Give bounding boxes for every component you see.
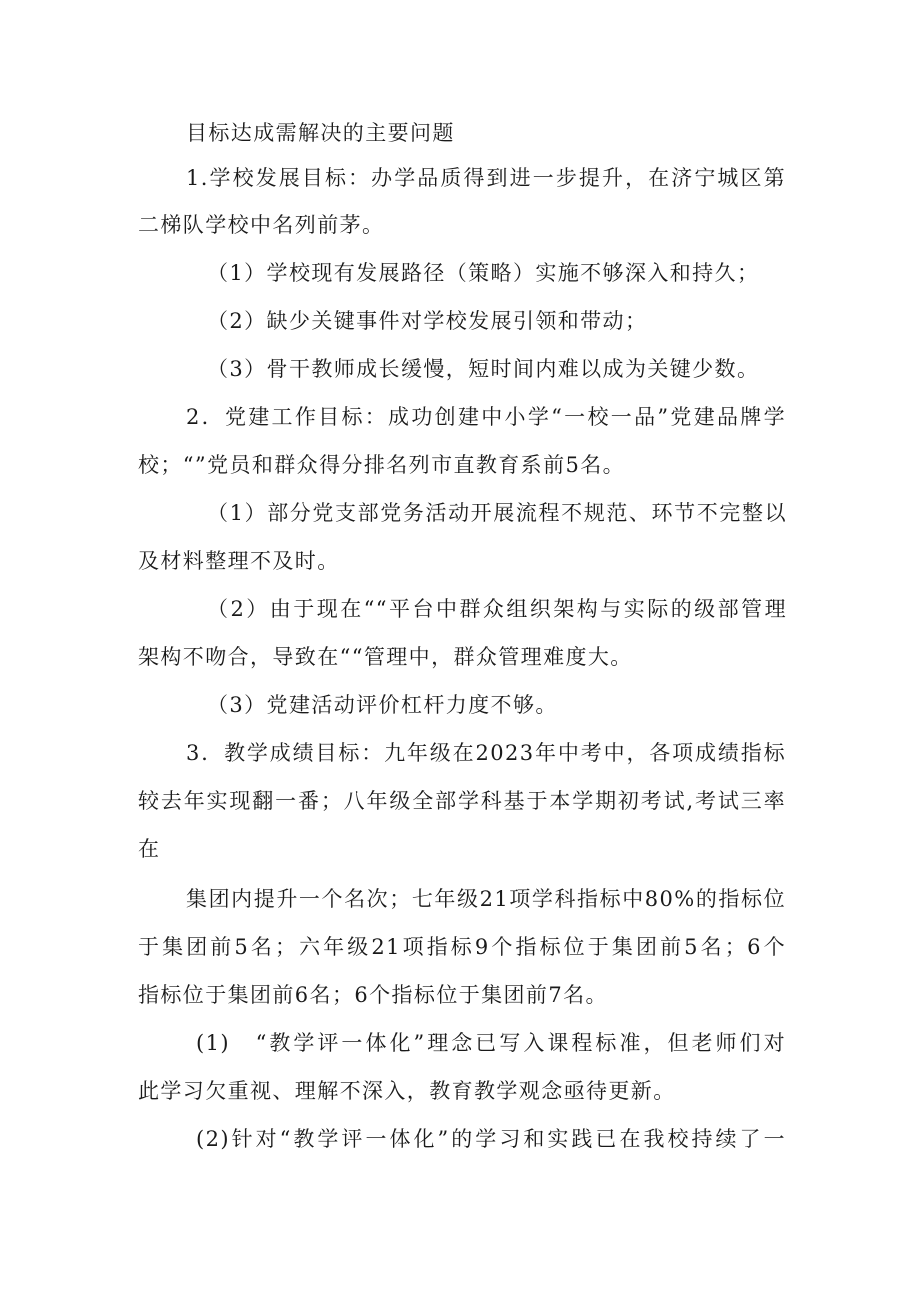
- paragraph-line: （3）骨干教师成长缓慢，短时间内难以成为关键少数。: [207, 357, 760, 381]
- paragraph-line: 较去年实现翻一番；八年级全部学科基于本学期初考试,考试三率: [138, 789, 786, 813]
- paragraph-line: （1）学校现有发展路径（策略）实施不够深入和持久；: [207, 261, 760, 285]
- paragraph-line: 架构不吻合，导致在““管理中，群众管理难度大。: [138, 645, 633, 669]
- paragraph-line: 二梯队学校中名列前茅。: [138, 213, 385, 237]
- paragraph-line: 2．党建工作目标：成功创建中小学“一校一品”党建品牌学: [186, 405, 786, 429]
- paragraph-line: 在: [138, 837, 161, 861]
- section-heading: 目标达成需解决的主要问题: [186, 121, 455, 145]
- paragraph-line: 于集团前5名；六年级21项指标9个指标位于集团前5名；6个: [138, 935, 786, 959]
- paragraph-line: （1）部分党支部党务活动开展流程不规范、环节不完整以: [207, 501, 787, 525]
- paragraph-line: (1) “教学评一体化”理念已写入课程标准，但老师们对: [196, 1031, 786, 1055]
- paragraph-line: 3．教学成绩目标：九年级在2023年中考中，各项成绩指标: [186, 741, 786, 765]
- paragraph-line: 校；“”党员和群众得分排名列市直教育系前5名。: [138, 453, 626, 477]
- paragraph-line: 指标位于集团前6名；6个指标位于集团前7名。: [138, 983, 608, 1007]
- paragraph-line: (2)针对“教学评一体化”的学习和实践已在我校持续了一: [196, 1127, 786, 1151]
- paragraph-line: 1.学校发展目标：办学品质得到进一步提升，在济宁城区第: [186, 166, 786, 190]
- paragraph-line: （2）缺少关键事件对学校发展引领和带动；: [207, 309, 648, 333]
- paragraph-line: 及材料整理不及时。: [138, 549, 340, 573]
- paragraph-line: 此学习欠重视、理解不深入，教育教学观念亟待更新。: [138, 1079, 676, 1103]
- paragraph-line: （3）党建活动评价杠杆力度不够。: [207, 693, 558, 717]
- paragraph-line: （2）由于现在““平台中群众组织架构与实际的级部管理: [207, 597, 787, 621]
- paragraph-line: 集团内提升一个名次；七年级21项学科指标中80%的指标位: [186, 887, 786, 911]
